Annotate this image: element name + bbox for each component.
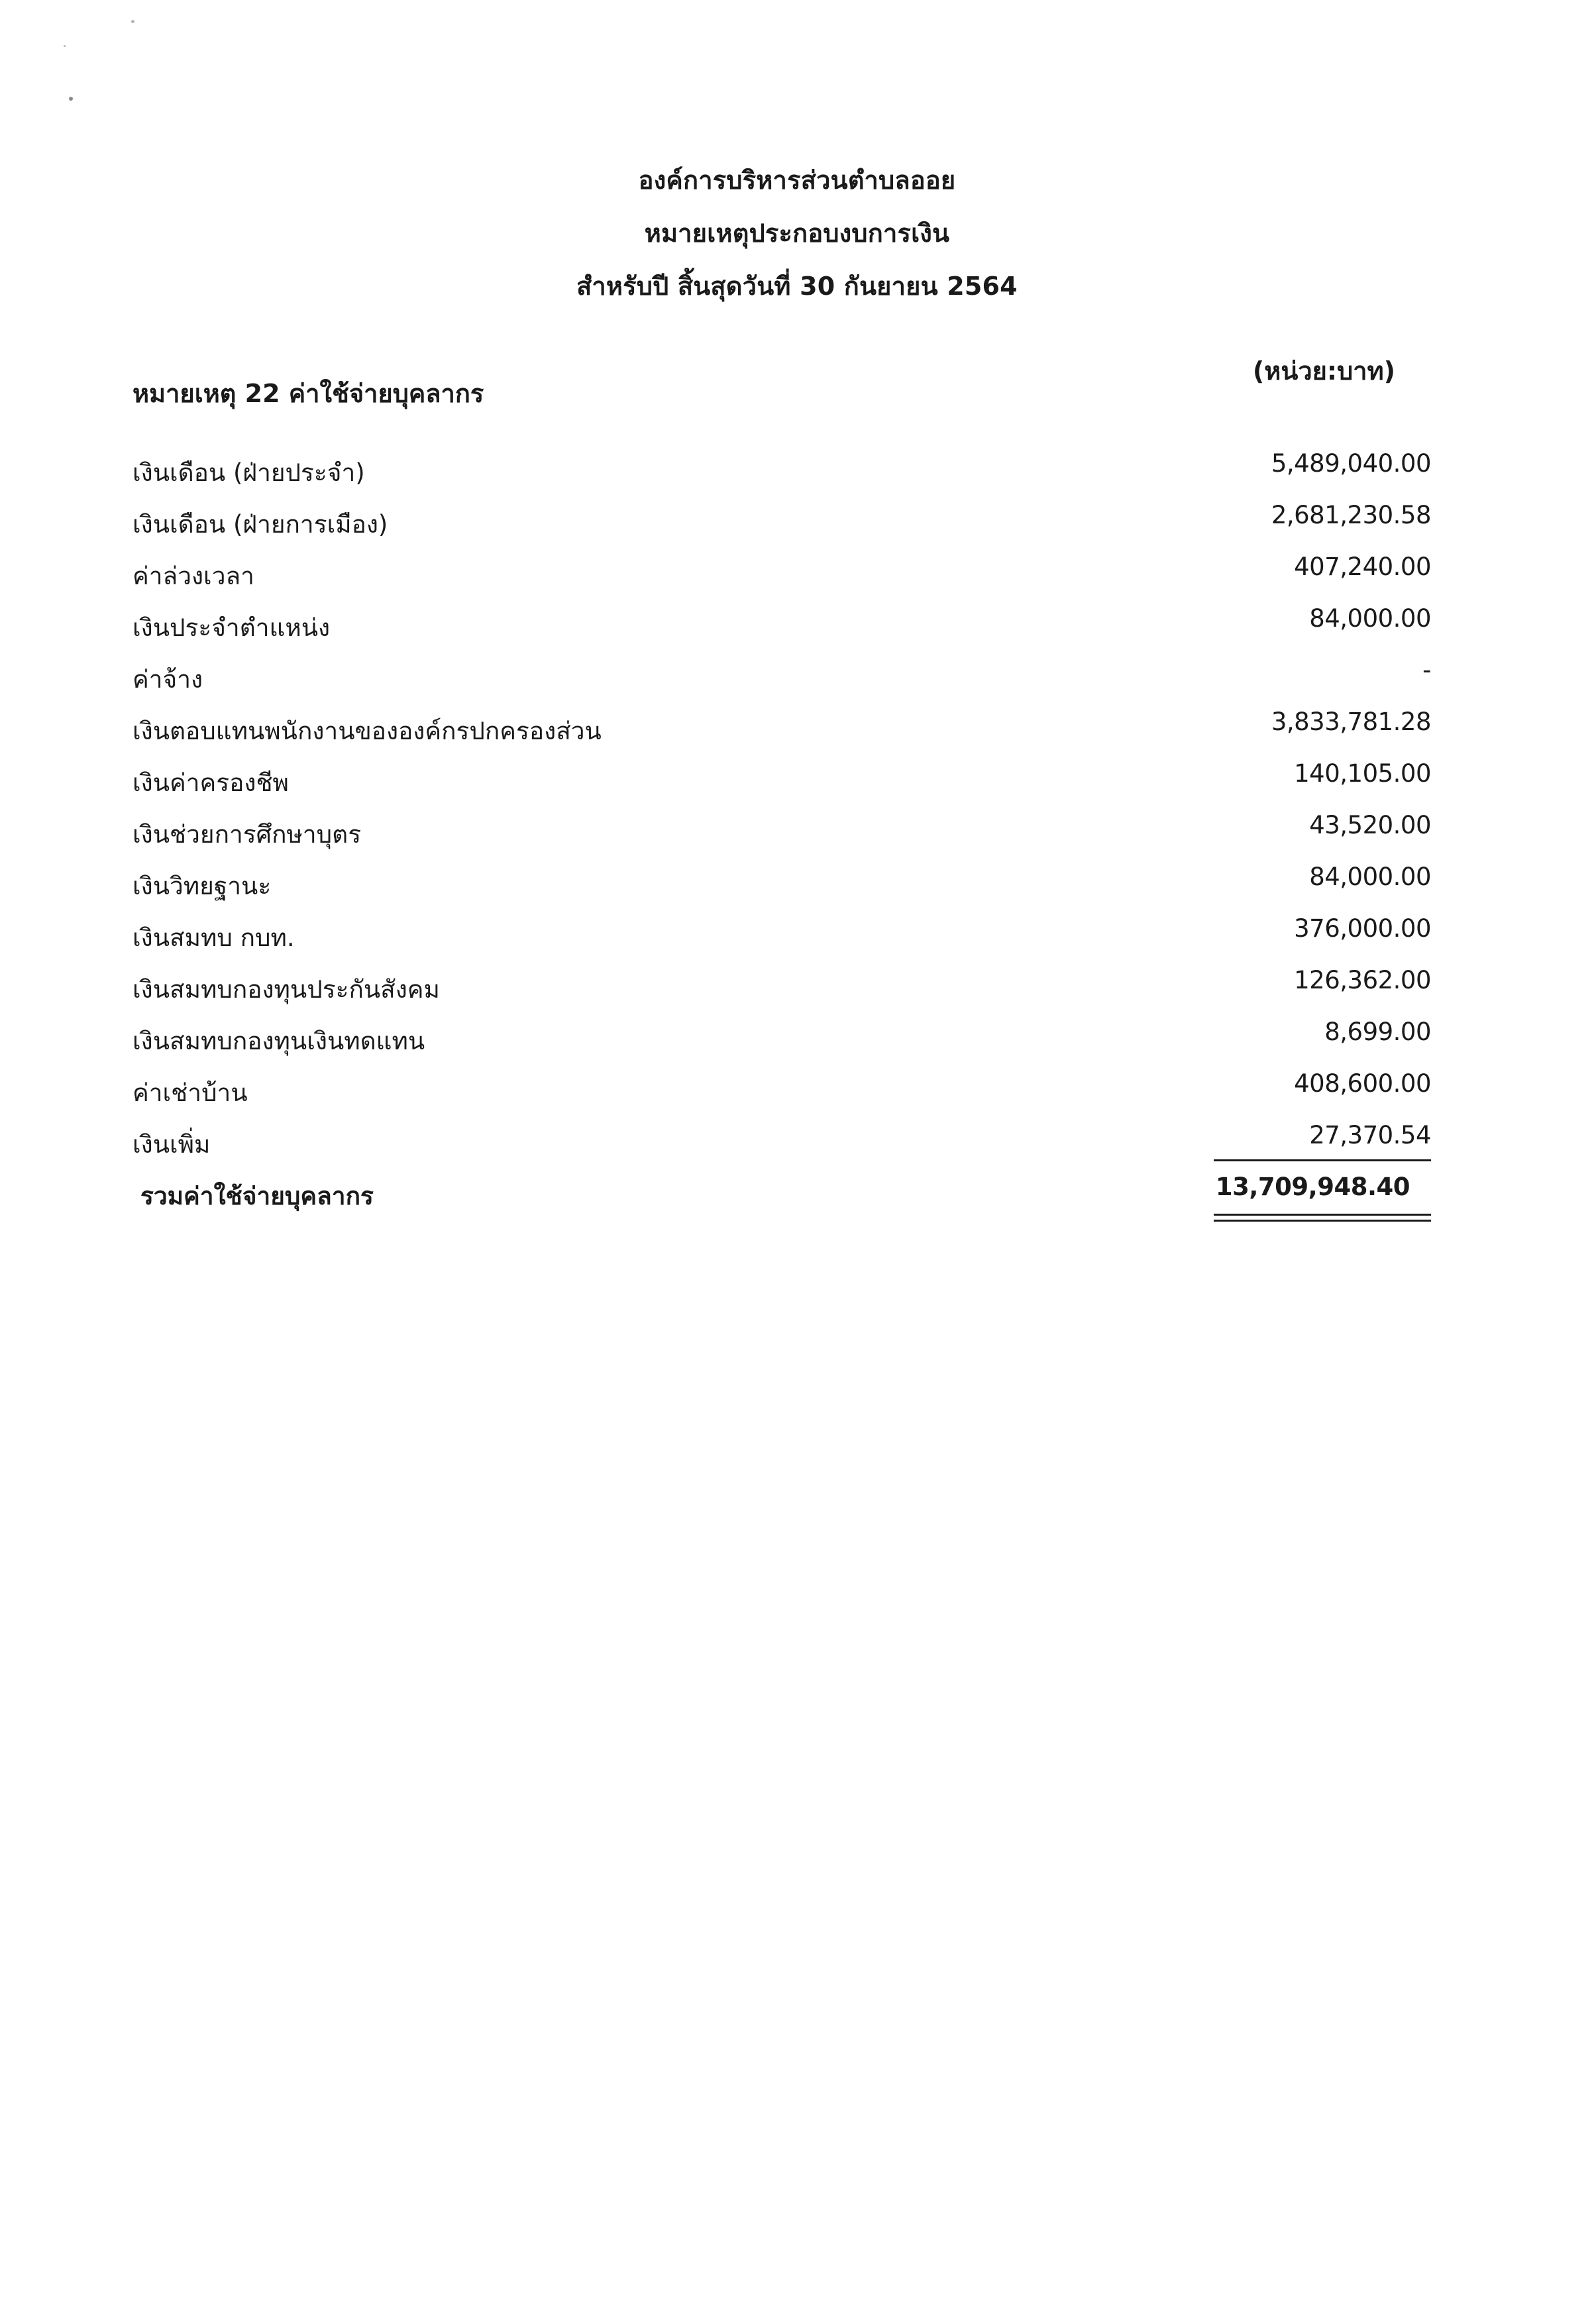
expense-amount: - [1422,656,1431,684]
expense-amount: 407,240.00 [1294,553,1431,581]
expense-amount: 8,699.00 [1324,1018,1431,1046]
expense-row [133,859,1431,910]
expense-amount: 408,600.00 [1294,1069,1431,1098]
expense-label: เงินเพิ่ม [133,1130,211,1159]
expense-table [133,445,1431,1228]
total-amount: 13,709,948.40 [1215,1173,1410,1201]
expense-label: เงินวิทยฐานะ [133,872,272,900]
expense-row [133,807,1431,859]
note-title: หมายเหตุ 22 ค่าใช้จ่ายบุคลากร [133,379,484,408]
expense-label: เงินสมทบกองทุนเงินทดแทน [133,1027,425,1055]
organization-name: องค์การบริหารส่วนตำบลออย [638,166,956,195]
expense-label: เงินสมทบ กบท. [133,924,295,952]
expense-amount: 140,105.00 [1294,759,1431,788]
expense-amount: 376,000.00 [1294,914,1431,943]
expense-amount: 43,520.00 [1309,811,1431,839]
expense-amount: 3,833,781.28 [1271,708,1431,736]
expense-label: เงินตอบแทนพนักงานขององค์กรปกครองส่วน [133,717,602,745]
scan-speck [131,20,134,23]
expense-row [133,910,1431,962]
expense-label: เงินสมทบกองทุนประกันสังคม [133,975,440,1004]
expense-row [133,755,1431,807]
reporting-period: สำหรับปี สิ้นสุดวันที่ 30 กันยายน 2564 [576,272,1018,301]
expense-label: ค่าเช่าบ้าน [133,1079,248,1107]
document-title: หมายเหตุประกอบงบการเงิน [644,219,950,248]
expense-row [133,704,1431,755]
expense-amount: 126,362.00 [1294,966,1431,994]
expense-row [133,652,1431,704]
expense-row [133,600,1431,652]
expense-row [133,549,1431,600]
expense-amount: 84,000.00 [1309,863,1431,891]
expense-row [133,1065,1431,1117]
expense-row [133,962,1431,1014]
total-double-rule [1214,1214,1431,1222]
expense-amount: 5,489,040.00 [1271,449,1431,478]
scan-speck [64,45,66,47]
total-label: รวมค่าใช้จ่ายบุคลากร [140,1182,374,1210]
expense-label: เงินเดือน (ฝ่ายการเมือง) [133,510,388,539]
expense-label: เงินช่วยการศึกษาบุตร [133,820,362,849]
expense-amount: 84,000.00 [1309,604,1431,633]
unit-label: (หน่วย:บาท) [1252,356,1395,386]
expense-label: เงินเดือน (ฝ่ายประจำ) [133,458,365,487]
expense-label: เงินประจำตำแหน่ง [133,613,331,642]
expense-label: เงินค่าครองชีพ [133,768,289,797]
expense-row [133,497,1431,549]
expense-label: ค่าล่วงเวลา [133,562,254,590]
subtotal-rule [1214,1159,1431,1161]
expense-amount: 27,370.54 [1309,1121,1431,1149]
expense-amount: 2,681,230.58 [1271,501,1431,529]
expense-label: ค่าจ้าง [133,665,203,694]
expense-row [133,1014,1431,1065]
total-row [133,1169,1431,1228]
expense-row [133,445,1431,497]
document-header [0,154,1594,313]
expense-row [133,1117,1431,1169]
scan-speck [69,97,73,101]
